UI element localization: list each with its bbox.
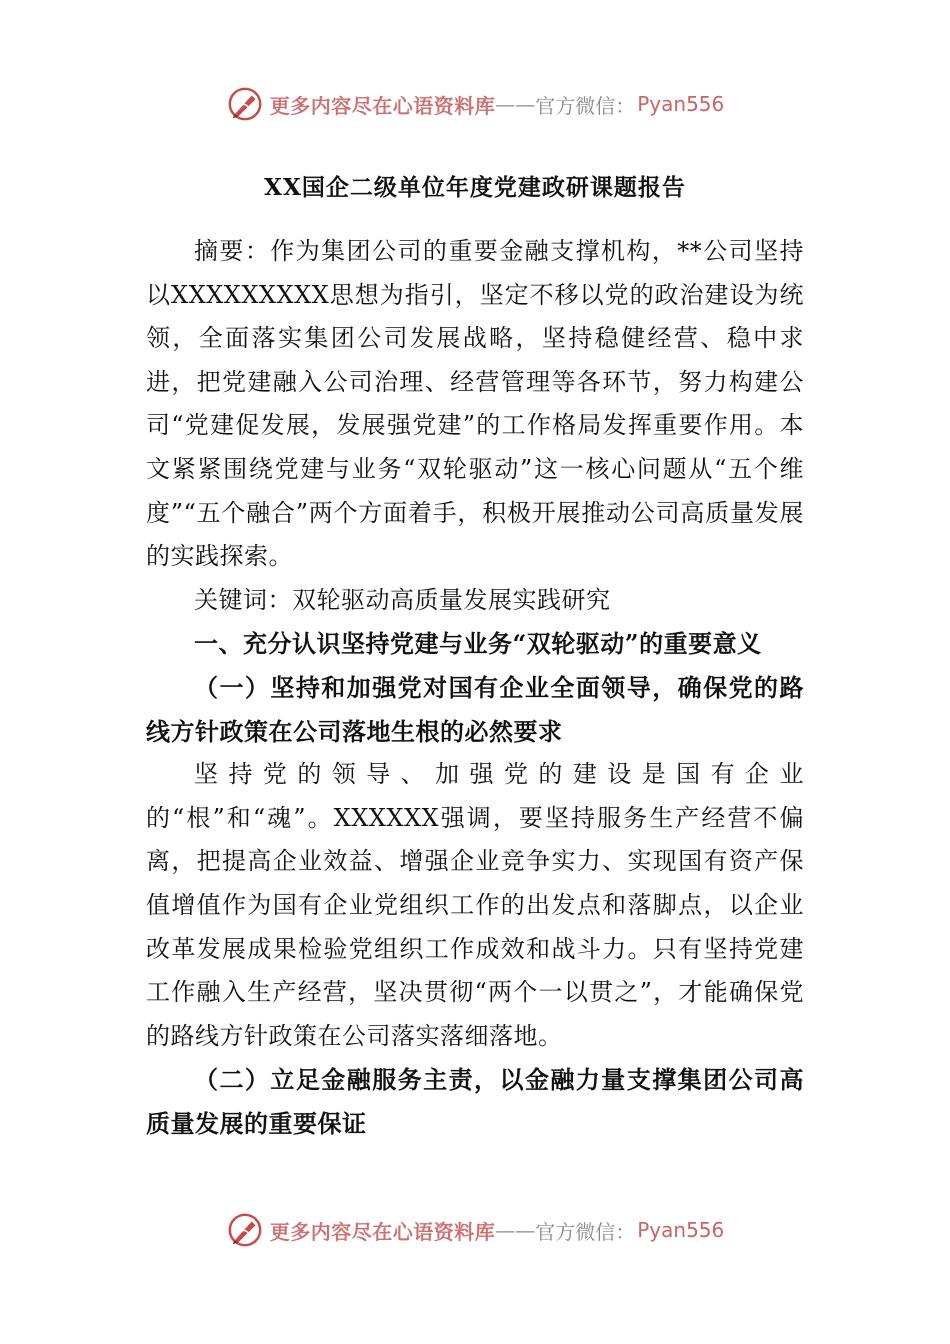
watermark-id: Pyan556 [637, 92, 725, 116]
subsection-heading-1: （一）坚持和加强党对国有企业全面领导，确保党的路线方针政策在公司落地生根的必然要求 [146, 672, 804, 746]
subsection-heading-2: （二）立足金融服务主责，以金融力量支撑集团公司高质量发展的重要保证 [146, 1065, 804, 1138]
watermark-dash: —— [495, 1218, 536, 1242]
body-paragraph: 坚持党的领导、加强党的建设是国有企业的“根”和“魂”。XXXXXX强调，要坚持服务生产经营不偏离，把提高企业效益、增强企业竞争实力、实现国有资产保值增值作为国有企业党组织工作的出发点和落脚点，以企业改革发展成果检验党组织工作成效和战斗力。只有坚持党建工作融入生产经营，坚决贯彻“两个一以贯之”，才能确保党的路线方针政策在公司落实落细落地。 [146, 760, 804, 1050]
watermark-main-text: 更多内容尽在心语资料库 [269, 93, 496, 118]
watermark-footer [0, 1206, 950, 1254]
pen-logo-icon [226, 85, 264, 123]
keywords-paragraph: 关键词：双轮驱动高质量发展实践研究 [194, 585, 611, 614]
section-heading-1: 一、充分认识坚持党建与业务“双轮驱动”的重要意义 [194, 629, 762, 659]
document-title: XX国企二级单位年度党建政研课题报告 [264, 174, 686, 201]
watermark-official-text: 官方微信： [535, 1219, 636, 1244]
document-body [146, 166, 804, 1145]
watermark-official-text: 官方微信： [535, 93, 636, 118]
watermark-main-text: 更多内容尽在心语资料库 [269, 1219, 496, 1244]
abstract-paragraph: 摘要：作为集团公司的重要金融支撑机构，**公司坚持以XXXXXXXXX思想为指引，坚定不移以党的政治建设为统领，全面落实集团公司发展战略，坚持稳健经营、稳中求进，把党建融入公司治理、经营管理等各环节，努力构建公司“党建促发展，发展强党建”的工作格局发挥重要作用。本文紧紧围绕党建与业务“双轮驱动”这一核心问题从“五个维度”“五个融合”两个方面着手，积极开展推动公司高质量发展的实践探索。 [146, 237, 804, 571]
watermark-header [0, 80, 950, 128]
pen-logo-icon [226, 1211, 264, 1249]
watermark-id: Pyan556 [637, 1218, 725, 1242]
watermark-dash: —— [495, 92, 536, 116]
